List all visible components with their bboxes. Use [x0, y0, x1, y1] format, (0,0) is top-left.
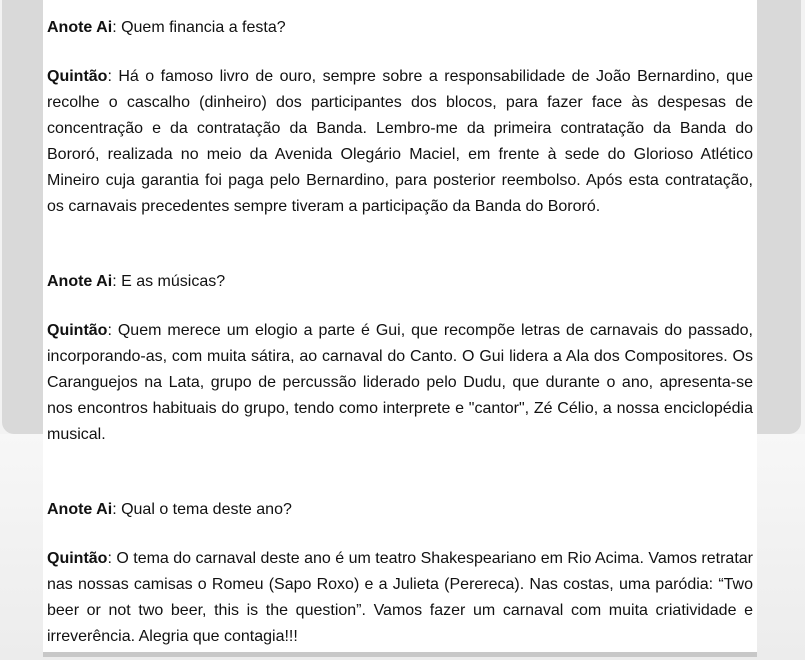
answer-text: : O tema do carnaval deste ano é um teatro Shakespeariano em Rio Acima. Vamos retratar nas nossas camisas o Romeu (Sapo Roxo) e a Julieta (Perereca). Nas costas, uma paródia: “Two beer or not two beer, this is the question”. Vamos fazer um carnaval com muita criatividade e irreverência. Alegria que contagia!!!: [47, 550, 753, 645]
question-speaker: Anote Ai: [47, 19, 113, 36]
answer-text: : Há o famoso livro de ouro, sempre sobre a responsabilidade de João Bernardino, que recolhe o cascalho (dinheiro) dos participantes dos blocos, para fazer face às despesas de concentração e da contratação da Banda. Lembro-me da primeira contratação da Banda do Bororó, realizada no meio da Avenida Olegário Maciel, em frente à sede do Glorioso Atlético Mineiro cuja garantia foi paga pelo Bernardino, para posterior reembolso. Após esta contratação, os carnavais precedentes sempre tiveram a participação da Banda do Bororó.: [47, 68, 753, 215]
qa-block: [47, 220, 753, 448]
question-speaker: Anote Ai: [47, 273, 113, 290]
question-text: : Qual o tema deste ano?: [112, 501, 292, 518]
answer-speaker: Quintão: [47, 68, 108, 85]
article-content: [43, 0, 757, 655]
question: [47, 448, 753, 523]
question: [47, 0, 753, 41]
qa-block: [47, 0, 753, 220]
answer-text: : Quem merece um elogio a parte é Gui, que recompõe letras de carnavais do passado, incorporando-as, com muita sátira, ao carnaval do Canto. O Gui lidera a Ala dos Compositores. Os Caranguejos na Lata, grupo de percussão liderado pelo Dudu, que durante o ano, apresenta-se nos encontros habituais do grupo, tendo como interprete e "cantor", Zé Célio, a nossa enciclopédia musical.: [47, 322, 753, 443]
question: [47, 220, 753, 295]
question-speaker: Anote Ai: [47, 501, 113, 518]
question-text: : E as músicas?: [112, 273, 226, 290]
question-text: : Quem financia a festa?: [112, 19, 286, 36]
content-bottom-border: [43, 652, 757, 657]
qa-block: [47, 448, 753, 650]
answer: [47, 318, 753, 448]
answer-speaker: Quintão: [47, 322, 108, 339]
answer-speaker: Quintão: [47, 550, 108, 567]
answer: [47, 546, 753, 650]
answer: [47, 64, 753, 220]
